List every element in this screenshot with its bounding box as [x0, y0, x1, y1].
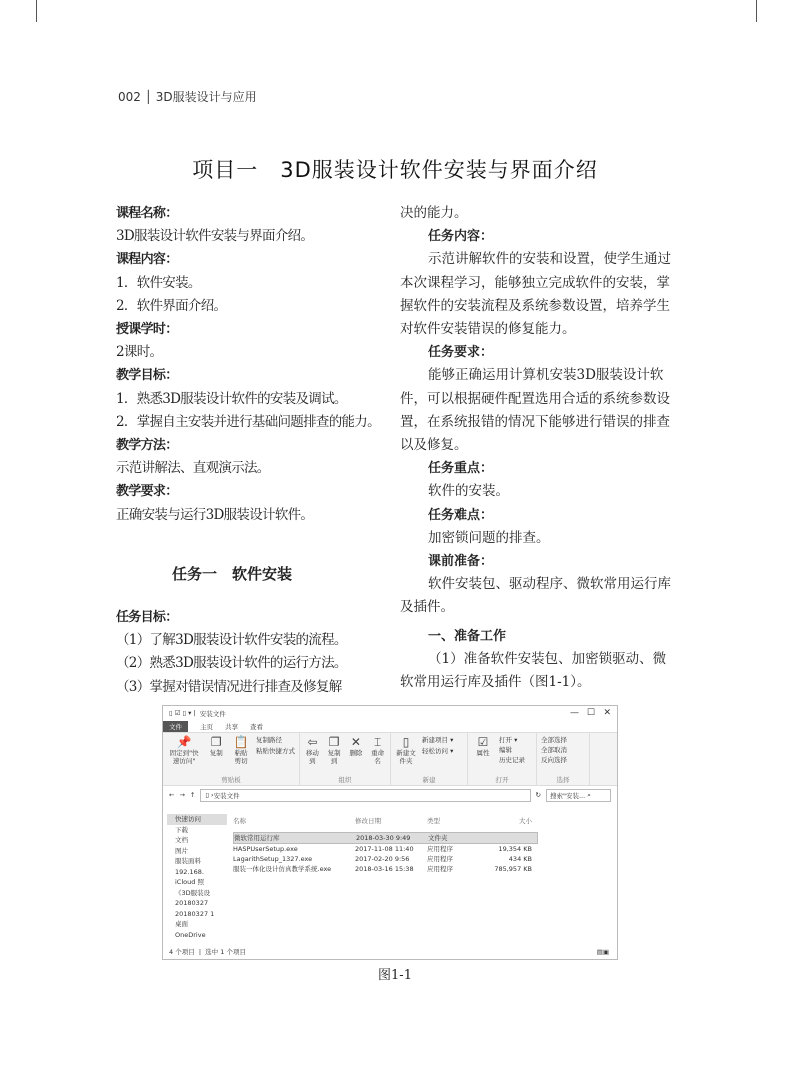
section-label: 任务难点：: [428, 507, 494, 523]
minimize-button[interactable]: —: [570, 708, 579, 718]
tab-share[interactable]: 共享: [225, 722, 238, 731]
section: [400, 625, 666, 695]
selected-count: 选中 1 个项目: [205, 948, 246, 956]
quick-access-icons: ▯ ☑ ▯ ▾ |: [169, 709, 196, 717]
paste-button[interactable]: [231, 735, 251, 765]
label: 移动到: [305, 749, 319, 765]
clipboard-icon: 📋: [233, 735, 249, 749]
section-label: 教学方法：: [116, 438, 178, 454]
properties-button[interactable]: [472, 735, 494, 757]
text-line: 软件安装包、驱动程序、微软常用运行库: [428, 576, 671, 593]
file-date: 2017-02-20 9:56: [355, 855, 410, 863]
file-size: 434 KB: [508, 855, 532, 863]
ribbon: [163, 732, 617, 786]
tab-home[interactable]: 主页: [200, 722, 213, 731]
chapter-title: 项目一 3D服装设计软件安装与界面介绍: [192, 158, 598, 182]
group-new: [391, 733, 468, 785]
rename-button[interactable]: [369, 735, 386, 765]
address-path: 安装文件: [213, 791, 240, 800]
text-line: 2课时。: [116, 344, 163, 361]
section-label: 任务要求：: [428, 345, 494, 361]
group-label: 打开: [495, 776, 509, 784]
group-label: 选择: [556, 776, 570, 784]
file-row[interactable]: [233, 832, 538, 844]
label: 复制: [209, 749, 223, 757]
copy-button[interactable]: [206, 735, 226, 757]
nav-item[interactable]: 快速访问: [167, 814, 227, 825]
text-line: 2．软件界面介绍。: [116, 297, 227, 314]
invert-selection-button[interactable]: 反向选择: [541, 756, 567, 764]
task-goals: [116, 606, 347, 699]
cut-button[interactable]: 剪切: [234, 757, 248, 765]
right-column: [400, 202, 671, 620]
file-rows: [233, 832, 538, 874]
easy-access-button[interactable]: 轻松访问 ▾: [422, 747, 454, 755]
nav-item[interactable]: 20180327 1: [175, 909, 215, 918]
nav-item[interactable]: 文档: [175, 836, 188, 844]
file-explorer-screenshot: [162, 705, 618, 960]
group-label: 剪贴板: [221, 776, 241, 784]
label: 固定到"快速访问": [169, 749, 199, 765]
nav-item[interactable]: 《3D服装设: [175, 888, 211, 897]
text-line: 对软件安装错误的修复能力。: [400, 321, 576, 338]
page-number: 002: [118, 90, 141, 104]
running-header: 002 │ 3D服装设计与应用: [118, 90, 257, 104]
small-buttons: [256, 735, 295, 755]
select-all-button[interactable]: 全部选择: [541, 736, 567, 744]
header-name[interactable]: 名称: [233, 817, 246, 825]
file-type: 应用程序: [427, 865, 453, 873]
paragraph-line: 软常用运行库及插件（图1-1）。: [400, 674, 591, 691]
figure-caption: 图1-1: [378, 968, 412, 983]
refresh-button[interactable]: ↻: [535, 791, 541, 799]
copy-icon: ❐: [328, 735, 340, 749]
label: 新建文件夹: [396, 749, 416, 765]
nav-item[interactable]: 20180327: [175, 899, 209, 907]
file-size: 785,957 KB: [494, 865, 532, 873]
copy-icon: ❐: [210, 735, 222, 749]
header-date[interactable]: 修改日期: [355, 817, 381, 825]
folder-icon: ▯: [402, 735, 410, 749]
search-icon: ⌕: [587, 790, 591, 799]
title-bar: [163, 706, 617, 720]
nav-item[interactable]: 服装面料: [175, 857, 201, 865]
nav-item[interactable]: 桌面: [175, 920, 188, 928]
text-line: 及插件。: [400, 599, 454, 616]
text-line: 以及修复。: [400, 437, 468, 454]
forward-button[interactable]: →: [179, 791, 185, 799]
checkbox-icon: ☑: [477, 735, 489, 749]
header-type[interactable]: 类型: [427, 817, 440, 825]
section-label: 授课学时：: [116, 322, 178, 338]
section-label: 教学目标：: [116, 368, 178, 384]
up-button[interactable]: ↑: [189, 791, 196, 799]
item-count: 4 个项目: [169, 948, 195, 956]
file-date: 2017-11-08 11:40: [355, 845, 414, 853]
text-line: 示范讲解软件的安装和设置，使学生通过: [428, 251, 671, 268]
section-heading: 一、准备工作: [428, 629, 507, 644]
delete-button[interactable]: [348, 735, 365, 757]
text-line: 本次课程学习，能够独立完成软件的安装，掌: [400, 274, 670, 291]
select-none-button[interactable]: 全部取消: [541, 746, 567, 754]
text-line: 2．掌握自主安装并进行基础问题排查的能力。: [116, 413, 380, 430]
new-folder-button[interactable]: [395, 735, 417, 765]
group-select: [537, 733, 590, 785]
file-row[interactable]: [233, 864, 538, 874]
file-date: 2018-03-16 15:38: [355, 865, 414, 873]
nav-item[interactable]: 下载: [175, 825, 188, 834]
rename-icon: ⌶: [374, 735, 382, 749]
nav-item[interactable]: iCloud 照: [175, 878, 204, 886]
move-to-button[interactable]: [304, 735, 321, 765]
label: 属性: [476, 749, 490, 757]
section-label: 课程名称：: [116, 206, 178, 221]
nav-item[interactable]: OneDrive: [175, 930, 206, 939]
group-organize: [300, 733, 391, 785]
text-line: 1．熟悉3D服装设计软件的安装及调试。: [116, 390, 347, 407]
small-buttons: [422, 735, 453, 755]
small-buttons: [499, 735, 525, 764]
crop-mark: [36, 0, 37, 22]
copy-to-button[interactable]: [326, 735, 343, 765]
text-line: 示范讲解法、直观演示法。: [116, 460, 270, 477]
text-line: （3）掌握对错误情况进行排查及修复解: [116, 678, 342, 695]
group-label: 组织: [338, 776, 352, 784]
section-label: 教学要求：: [116, 484, 178, 500]
nav-item[interactable]: 192.168.: [175, 867, 204, 876]
label: 粘贴: [234, 749, 248, 757]
move-icon: ⇦: [307, 735, 318, 749]
group-label: 新建: [422, 776, 436, 784]
navigation-pane: [167, 814, 227, 940]
file-row[interactable]: [233, 854, 538, 864]
text-line: 1．软件安装。: [116, 274, 201, 291]
address-bar[interactable]: ▯ › 安装文件: [200, 789, 530, 802]
label: 删除: [349, 749, 363, 757]
back-button[interactable]: ←: [169, 791, 175, 799]
paste-shortcut-button[interactable]: 粘贴快捷方式: [256, 747, 296, 755]
pin-icon: 📌: [176, 735, 192, 749]
text-line: 正确安装与运行3D服装设计软件。: [116, 506, 314, 523]
section-label: 任务重点：: [428, 461, 494, 477]
maximize-button[interactable]: ☐: [586, 708, 595, 718]
left-column: [116, 202, 380, 527]
text-line: 软件的安装。: [428, 483, 509, 500]
label: 复制到: [327, 749, 341, 765]
section-label: 课程内容：: [116, 252, 178, 268]
delete-icon: ✕: [350, 735, 361, 749]
file-name: LagarithSetup_1327.exe: [233, 855, 313, 863]
column-headers: [233, 816, 538, 826]
window-title: 安装文件: [199, 709, 226, 718]
view-toggle-icon[interactable]: ▤▣: [596, 948, 609, 956]
file-name: 服装一体化设计仿真教学系统.exe: [233, 865, 332, 873]
ribbon-tabs: [163, 720, 617, 732]
text-line: 置，在系统报错的情况下能够进行错误的排查: [400, 413, 670, 430]
file-type: 应用程序: [427, 855, 453, 863]
search-input[interactable]: [546, 789, 611, 802]
text-line: 能够正确运用计算机安装3D服装设计软: [428, 367, 664, 384]
copy-path-button[interactable]: 复制路径: [256, 736, 283, 744]
tab-view[interactable]: 查看: [250, 722, 263, 731]
text-line: 件，可以根据硬件配置选用合适的系统参数设: [400, 390, 670, 407]
tab-file[interactable]: 文件: [163, 721, 188, 732]
section-label: 任务目标：: [116, 610, 178, 625]
group-clipboard: [163, 733, 300, 785]
new-item-button[interactable]: 新建项目 ▾: [422, 736, 454, 744]
book-title: 3D服装设计与应用: [155, 90, 257, 104]
section-label: 任务内容：: [428, 229, 494, 245]
text-line: 加密锁问题的排查。: [428, 529, 550, 546]
text-line: （2）熟悉3D服装设计软件的运行方法。: [116, 655, 347, 672]
pin-button[interactable]: [167, 735, 201, 765]
file-name: HASPUserSetup.exe: [233, 845, 298, 853]
text-line: （1）了解3D服装设计软件安装的流程。: [116, 632, 347, 649]
text-line: 决的能力。: [400, 205, 468, 221]
file-date: 2018-03-30 9:49: [356, 834, 411, 842]
paragraph-line: （1）准备软件安装包、加密锁驱动、微: [428, 651, 667, 668]
close-button[interactable]: ✕: [603, 708, 611, 718]
file-row[interactable]: [233, 844, 538, 854]
status-bar: 4 个项目 | 选中 1 个项目: [169, 948, 246, 956]
section-label: 课前准备：: [428, 554, 494, 570]
header-size[interactable]: 大小: [519, 817, 532, 825]
text-line: 握软件的安装流程及系统参数设置，培养学生: [400, 297, 670, 314]
search-placeholder: 搜索"安装...: [550, 791, 586, 800]
history-button[interactable]: 历史记录: [499, 756, 525, 764]
edit-button[interactable]: 编辑: [499, 746, 512, 754]
task-heading: 任务一 软件安装: [172, 565, 293, 583]
group-open: [468, 733, 537, 785]
open-button[interactable]: 打开 ▾: [499, 736, 518, 744]
text-line: 3D服装设计软件安装与界面介绍。: [116, 228, 314, 245]
address-row: [163, 786, 617, 804]
file-size: [485, 833, 533, 843]
nav-item[interactable]: 图片: [175, 846, 188, 855]
file-name: 微软常用运行库: [234, 834, 280, 842]
label: 重命名: [371, 749, 385, 765]
file-type: 文件夹: [428, 834, 448, 842]
file-list: [233, 816, 538, 874]
small-buttons: [541, 735, 567, 764]
file-size: 19,354 KB: [498, 845, 532, 853]
crop-mark: [756, 0, 757, 22]
file-type: 应用程序: [427, 845, 453, 853]
